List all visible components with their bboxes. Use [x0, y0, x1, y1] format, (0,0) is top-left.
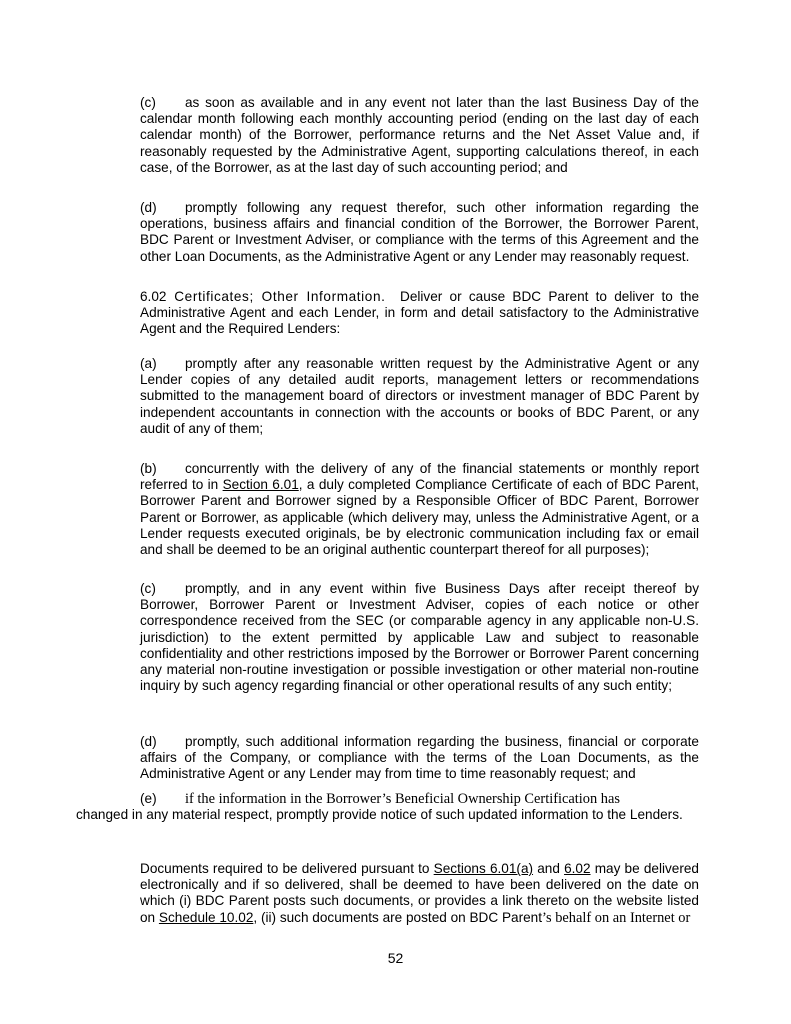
paragraph-6-01-d: [93, 200, 699, 265]
clause-label: (b): [140, 461, 157, 476]
clause-text-before: concurrently with the delivery of any of the financial statements or monthly report referred to in: [140, 461, 699, 493]
clause-label: (c): [140, 95, 156, 110]
clause-text: as soon as available and in any event not later than the last Business Day of the calendar month following each monthly accounting period (ending on the last day of each calendar month) of the Borrower, performance returns and the Net Asset Value and, if reasonably requested by the Administrative Agent, supporting calculations thereof, in each case, of the Borrower, as at the last day of such accounting period; and: [140, 95, 699, 175]
sections-6-01-a-link[interactable]: Sections 6.01(a): [433, 861, 534, 876]
paragraph-6-02-d: [93, 734, 699, 783]
clause-text: promptly, such additional information regarding the business, financial or corporate affairs of the Company, or compliance with the terms of the Loan Documents, as the Administrative Agent or any Lender may from time to time reasonably request; and: [140, 734, 699, 782]
clause-text: promptly following any request therefor, such other information regarding the operations, business affairs and financial condition of the Borrower, the Borrower Parent, BDC Parent or Investment Adviser, or compliance with the terms of this Agreement and the other Loan Documents, as the Administrative Agent or any Lender may reasonably request.: [140, 200, 699, 264]
clause-label: (a): [140, 356, 157, 371]
paragraph-6-01-c: [93, 95, 699, 176]
section-6-02-link[interactable]: 6.02: [564, 861, 591, 876]
paragraph-6-02-a: [93, 356, 699, 437]
section-6-02-heading: [93, 289, 699, 338]
clause-text: promptly after any reasonable written request by the Administrative Agent or any Lender copies of any detailed audit reports, management letters or recommendations submitted to the management board of directors or investment manager of BDC Parent by independent accountants in connection with the accounts or books of BDC Parent, or any audit of any of them;: [140, 356, 699, 436]
clause-text: promptly, and in any event within five Business Days after receipt thereof by Borrower, Borrower Parent or Investment Adviser, copies of each notice or other correspondence received from the SEC (or comparable agency in any applicable non-U.S. jurisdiction) to the extent permitted by applicable Law and subject to reasonable confidentiality and other restrictions imposed by the Borrower or Borrower Parent concerning any material non-routine investigation or possible investigation or other material non-routine inquiry by such agency regarding financial or other operational results of any such entity;: [140, 581, 699, 694]
clause-text: changed in any material respect, promptly provide notice of such updated information to the Lenders.: [76, 807, 683, 823]
paragraph-6-02-b: [93, 461, 699, 558]
clause-label: (e): [140, 791, 157, 806]
docs-text-3: may be delivered electronically and if so delivered, shall be deemed to have been delivered on the date on which (i) BDC Parent posts such documents, or provides a link thereto on the website listed on: [140, 861, 699, 925]
clause-label: (d): [140, 200, 157, 215]
docs-text-4: , (ii) such documents are posted on BDC Parent: [253, 909, 543, 925]
section-6-01-link[interactable]: Section 6.01: [222, 477, 299, 493]
clause-serif-text: if the information in the Borrower’s Beneficial Ownership Certification has: [185, 791, 620, 807]
paragraph-6-02-c: [93, 581, 699, 694]
paragraph-documents-delivery: [93, 861, 699, 926]
section-number: 6.02: [140, 289, 167, 304]
docs-serif-tail: ’s behalf on an Internet or: [542, 909, 691, 926]
paragraph-6-02-e: [76, 791, 699, 823]
section-text: Deliver or cause BDC Parent to deliver to the Administrative Agent and each Lender, in form and detail satisfactory to the Administrative Agent and the Required Lenders:: [140, 289, 700, 337]
clause-text-after: , a duly completed Compliance Certificate of each of BDC Parent, Borrower Parent and Borrower signed by a Responsible Officer of BDC Parent, Borrower Parent or Borrower, as applicable (which delivery may, unless the Administrative Agent, or a Lender requests executed originals, be by electronic communication including fax or email and shall be deemed to be an original authentic counterpart thereof for all purposes);: [140, 477, 699, 558]
schedule-10-02-link[interactable]: Schedule 10.02: [158, 909, 254, 925]
clause-label: (c): [140, 581, 156, 596]
clause-label: (d): [140, 734, 157, 749]
page-number: 52: [387, 950, 404, 966]
section-title: Certificates; Other Information.: [174, 289, 386, 304]
docs-text-2: and: [537, 861, 560, 876]
docs-text-1: Documents required to be delivered pursuant to: [140, 861, 430, 876]
